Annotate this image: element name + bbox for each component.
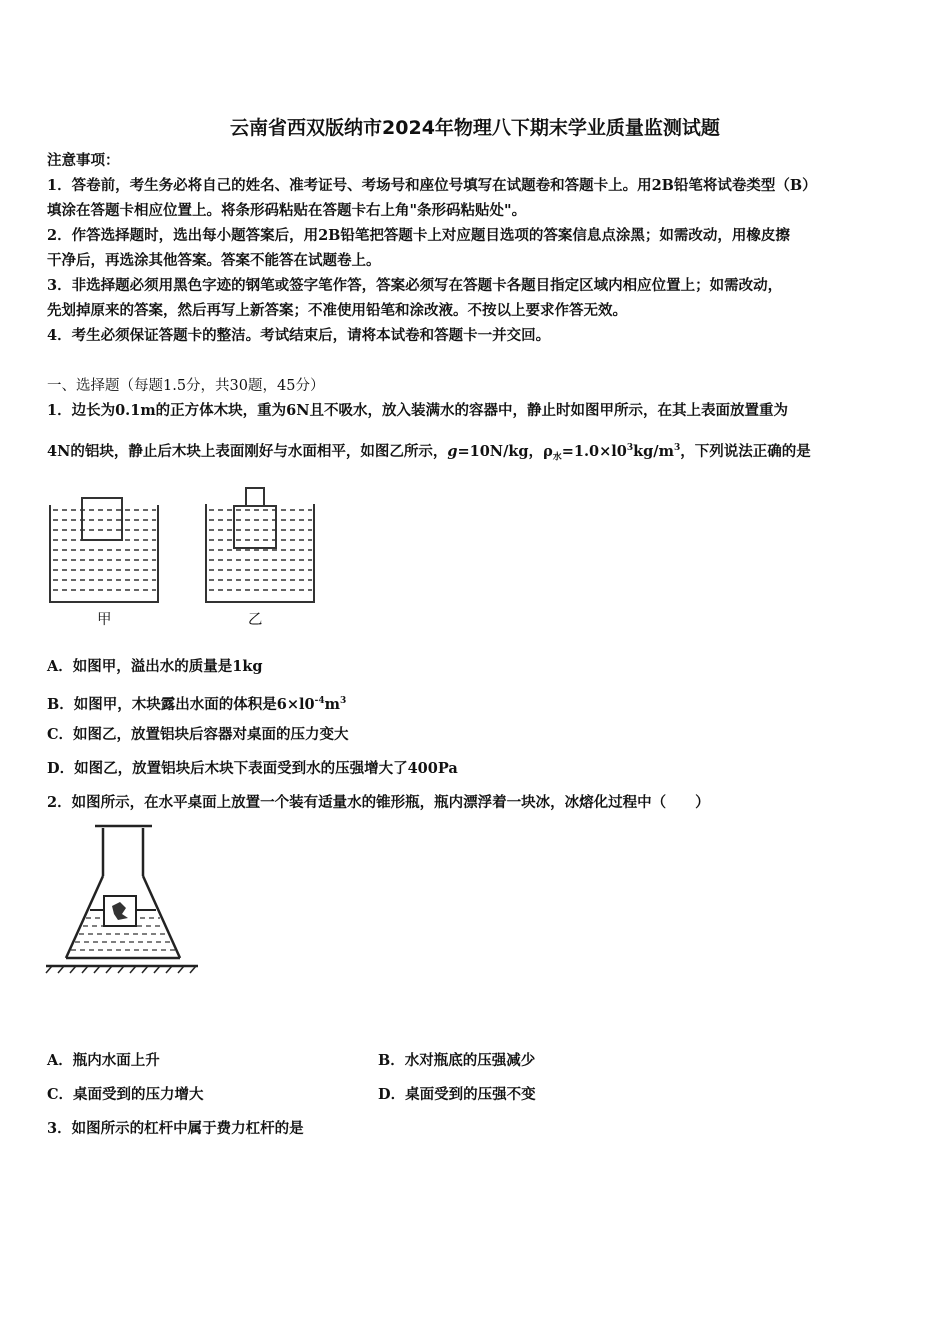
q1-g-value: =10N/kg， — [457, 442, 544, 460]
section-heading: 一、选择题（每题1.5分，共30题，45分） — [47, 378, 325, 394]
q2-option-c: C．桌面受到的压力增大 — [47, 1086, 204, 1103]
q1-rho-subscript: 水 — [552, 452, 562, 463]
q1-stem-text-e: ，下列说法正确的是 — [680, 442, 811, 460]
notice-line-6: 先划掉原来的答案，然后再写上新答案；不准使用铅笔和涂改液。不按以上要求作答无效。 — [47, 302, 627, 319]
q2-option-b: B．水对瓶底的压强减少 — [378, 1052, 536, 1069]
q1-stem-line1: 1．边长为0.1m的正方体木块，重为6N且不吸水，放入装满水的容器中，静止时如图甲所示，在其上表面放置重为 — [47, 402, 788, 419]
q2-option-a: A．瓶内水面上升 — [47, 1052, 160, 1069]
page-title: 云南省西双版纳市2024年物理八下期末学业质量监测试题 — [230, 117, 720, 139]
q3-stem: 3．如图所示的杠杆中属于费力杠杆的是 — [47, 1120, 304, 1137]
q1-rho-symbol: ρ — [543, 442, 553, 460]
figure-flask — [40, 818, 205, 978]
q2-stem: 2．如图所示，在水平桌面上放置一个装有适量水的锥形瓶，瓶内漂浮着一块冰，冰熔化过程中（ ） — [47, 794, 710, 811]
q1-g-symbol: g — [447, 442, 458, 460]
notice-line-7: 4．考生必须保证答题卡的整洁。考试结束后，请将本试卷和答题卡一并交回。 — [47, 327, 551, 344]
q1-rho-unit-exp: 3 — [673, 443, 681, 453]
q1-rho-value: =1.0×l0 — [561, 442, 627, 460]
notice-heading: 注意事项： — [47, 152, 120, 169]
q1-option-c: C．如图乙，放置铝块后容器对桌面的压力变大 — [47, 726, 349, 743]
q1-stem-text-a: 4N的铝块，静止后木块上表面刚好与水面相平，如图乙所示， — [47, 442, 448, 460]
figure-jia-label: 甲 — [97, 612, 112, 628]
q1-option-b-text: B．如图甲，木块露出水面的体积是6×l0 — [47, 695, 315, 713]
notice-line-3: 2．作答选择题时，选出每小题答案后，用2B铅笔把答题卡上对应题目选项的答案信息点涂黑；如需改动，用橡皮擦 — [47, 227, 790, 244]
q1-option-b — [47, 691, 346, 715]
q1-option-a: A．如图甲，溢出水的质量是1kg — [47, 658, 263, 675]
notice-line-2: 填涂在答题卡相应位置上。将条形码粘贴在答题卡右上角"条形码粘贴处"。 — [47, 202, 527, 219]
q1-option-b-unit-exp: 3 — [339, 696, 347, 706]
notice-line-5: 3．非选择题必须用黑色字迹的钢笔或签字笔作答，答案必须写在答题卡各题目指定区域内相应位置上；如需改动， — [47, 277, 783, 294]
q1-option-b-unit: m — [324, 695, 340, 713]
q1-option-b-exp: -4 — [314, 696, 325, 706]
figure-yi-label: 乙 — [248, 612, 263, 628]
q1-option-d: D．如图乙，放置铝块后木块下表面受到水的压强增大了400Pa — [47, 760, 458, 777]
q1-rho-exp: 3 — [626, 443, 634, 453]
q1-rho-unit: kg/m — [633, 442, 674, 460]
q2-option-d: D．桌面受到的压强不变 — [378, 1086, 536, 1103]
notice-line-4: 干净后，再选涂其他答案。答案不能答在试题卷上。 — [47, 252, 381, 269]
q1-stem-line2 — [47, 438, 811, 468]
notice-line-1: 1．答卷前，考生务必将自己的姓名、准考证号、考场号和座位号填写在试题卷和答题卡上。用2B铅笔将试卷类型（B） — [47, 177, 817, 194]
